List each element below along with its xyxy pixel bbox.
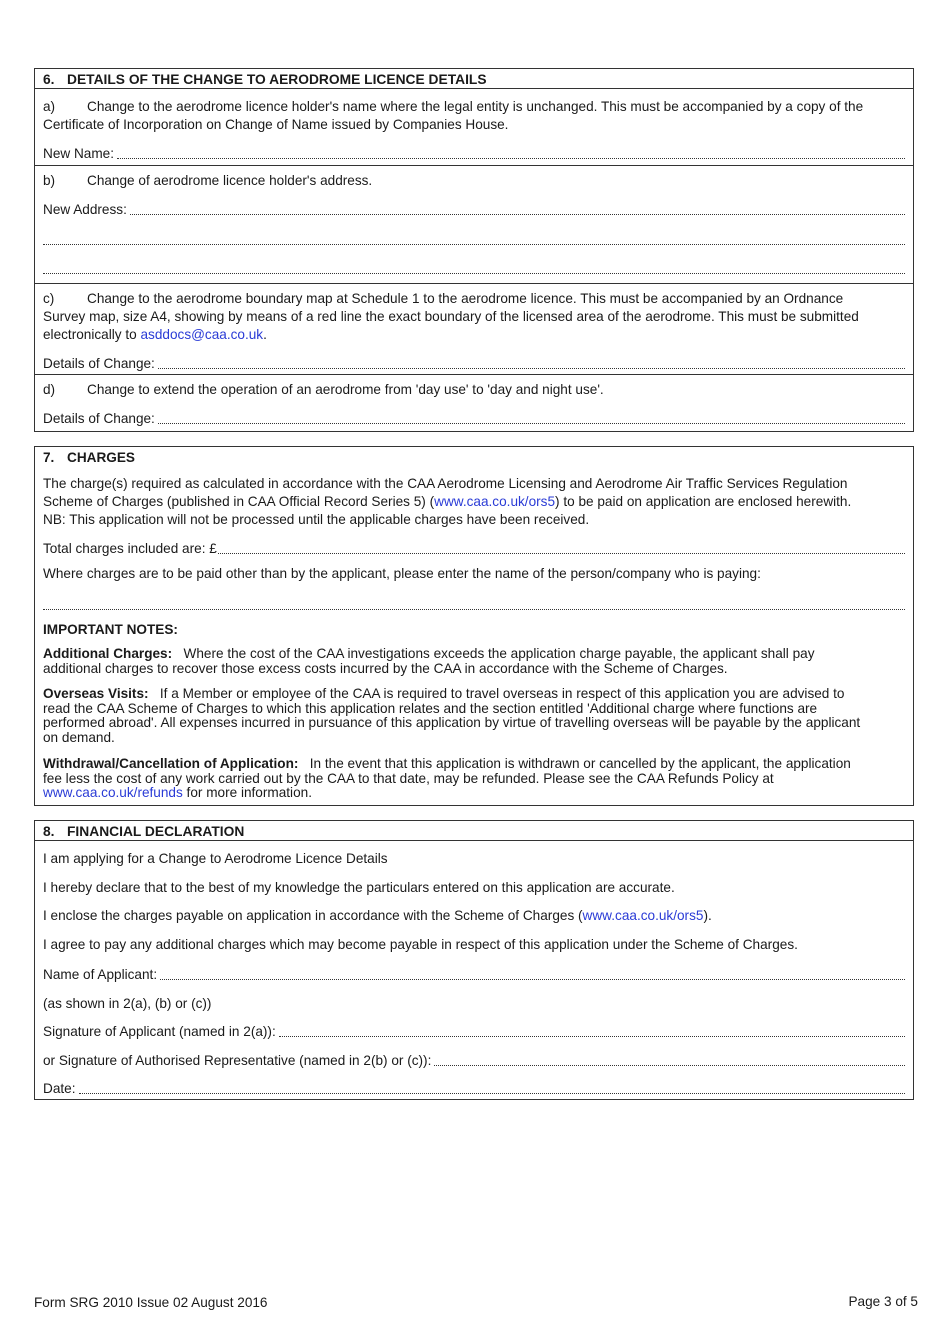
ors5-link[interactable]: www.caa.co.uk/ors5 (434, 494, 556, 509)
section-6-title: DETAILS OF THE CHANGE TO AERODROME LICENCE DETAILS (67, 72, 487, 87)
address-line-3[interactable] (43, 261, 905, 274)
section-8-title: FINANCIAL DECLARATION (67, 824, 245, 839)
refunds-link[interactable]: www.caa.co.uk/refunds (43, 785, 183, 800)
representative-signature-field[interactable]: or Signature of Authorised Representative (named in 2(b) or (c)): (43, 1053, 905, 1068)
declaration-line-3: I enclose the charges payable on application in accordance with the Scheme of Charges (www.caa.co.uk/ors5). (43, 908, 712, 923)
section-6c: c) Change to the aerodrome boundary map at Schedule 1 to the aerodrome licence. This must be accompanied by an Ordnance Survey map, size A4, showing by means of a red line the exact boundary of the licensed area of the aerodrome. This must be submitted electronically to asddocs@caa.co.uk. Details of Change: (35, 284, 913, 375)
new-address-field[interactable]: New Address: (43, 202, 905, 217)
section-8 (34, 820, 914, 1100)
section-6b: b) Change of aerodrome licence holder's address. New Address: (35, 166, 913, 284)
applicant-signature-field[interactable]: Signature of Applicant (named in 2(a)): (43, 1024, 905, 1039)
details-of-change-c-field[interactable]: Details of Change: (43, 356, 905, 371)
important-notes-title: IMPORTANT NOTES: (43, 622, 178, 637)
declaration-line-4: I agree to pay any additional charges which may become payable in respect of this application under the Scheme of Charges. (43, 937, 798, 952)
details-of-change-d-field[interactable]: Details of Change: (43, 411, 905, 426)
section-6a: a) Change to the aerodrome licence holder's name where the legal entity is unchanged. This must be accompanied by a copy of the Certificate of Incorporation on Change of Name issued by Companies House. New Name: (35, 89, 913, 166)
applicant-name-field[interactable]: Name of Applicant: (43, 967, 905, 982)
page-number: Page 3 of 5 (848, 1294, 918, 1309)
declaration-line-1: I am applying for a Change to Aerodrome Licence Details (43, 851, 388, 866)
section-7-header: 7. CHARGES (43, 450, 135, 465)
ors5-link-2[interactable]: www.caa.co.uk/ors5 (582, 908, 704, 923)
note-withdrawal: Withdrawal/Cancellation of Application: In the event that this application is withdrawn or cancelled by the applicant, the application fee less the cost of any work carried out by the CAA to that date, may be refunded. Please see the CAA Refunds Policy at www.caa.co.uk/refunds for more information. (43, 756, 851, 800)
section-7-title: CHARGES (67, 450, 135, 465)
payer-name-field[interactable] (43, 597, 905, 610)
form-reference: Form SRG 2010 Issue 02 August 2016 (34, 1295, 268, 1310)
section-6-header: 6. DETAILS OF THE CHANGE TO AERODROME LICENCE DETAILS (35, 69, 913, 89)
section-6d: d) Change to extend the operation of an aerodrome from 'day use' to 'day and night use'. Details of Change: (35, 375, 913, 431)
declaration-line-2: I hereby declare that to the best of my knowledge the particulars entered on this application are accurate. (43, 880, 675, 895)
total-charges-field[interactable]: Total charges included are: £ (43, 541, 905, 556)
note-overseas-visits: Overseas Visits: If a Member or employee of the CAA is required to travel overseas in respect of this application you are advised to read the CAA Scheme of Charges to which this application relates and the section entitled 'Additional charge where functions are performed abroad'. All expenses incurred in pursuance of this application by virtue of travelling overseas will be payable by the applicant on demand. (43, 686, 861, 745)
date-field[interactable]: Date: (43, 1081, 905, 1096)
new-name-field[interactable]: New Name: (43, 146, 905, 161)
section-6 (34, 68, 914, 432)
address-line-2[interactable] (43, 232, 905, 245)
note-additional-charges: Additional Charges: Where the cost of the CAA investigations exceeds the application charge payable, the applicant shall pay additional charges to recover those excess costs incurred by the CAA in accordance with the Scheme of Charges. (43, 646, 815, 676)
applicant-name-note: (as shown in 2(a), (b) or (c)) (43, 996, 212, 1011)
section-7: 7. CHARGES The charge(s) required as calculated in accordance with the CAA Aerodrome Licensing and Aerodrome Air Traffic Services Regulation Scheme of Charges (published in CAA Official Record Series 5) (www.caa.co.uk/ors5) to be paid on application are enclosed herewith. NB: This application will not be processed until the applicable charges have been received. Total charges included are: £ Where charges are to be paid other than by the applicant, please enter the name of the person/company who is paying: IMPORTANT NOTES: Additional Charges: Where the cost of the CAA investigations exceeds the application charge payable, the applicant shall pay additional charges to recover those excess costs incurred by the CAA in accordance with the Scheme of Charges. Overseas Visits: If a Member or employee of the CAA is required to travel overseas in respect of this application you are advised to read the CAA Scheme of Charges to which this application relates and the section entitled 'Additional charge where functions are performed abroad'. All expenses incurred in pursuance of this application by virtue of travelling overseas will be payable by the applicant on demand. Withdrawal/Cancellation of Application: In the event that this application is withdrawn or cancelled by the applicant, the application fee less the cost of any work carried out by the CAA to that date, may be refunded. Please see the CAA Refunds Policy at www.caa.co.uk/refunds for more information. (34, 446, 914, 806)
section-8-header: 8. FINANCIAL DECLARATION (35, 821, 913, 841)
asddocs-email-link[interactable]: asddocs@caa.co.uk (140, 327, 264, 342)
